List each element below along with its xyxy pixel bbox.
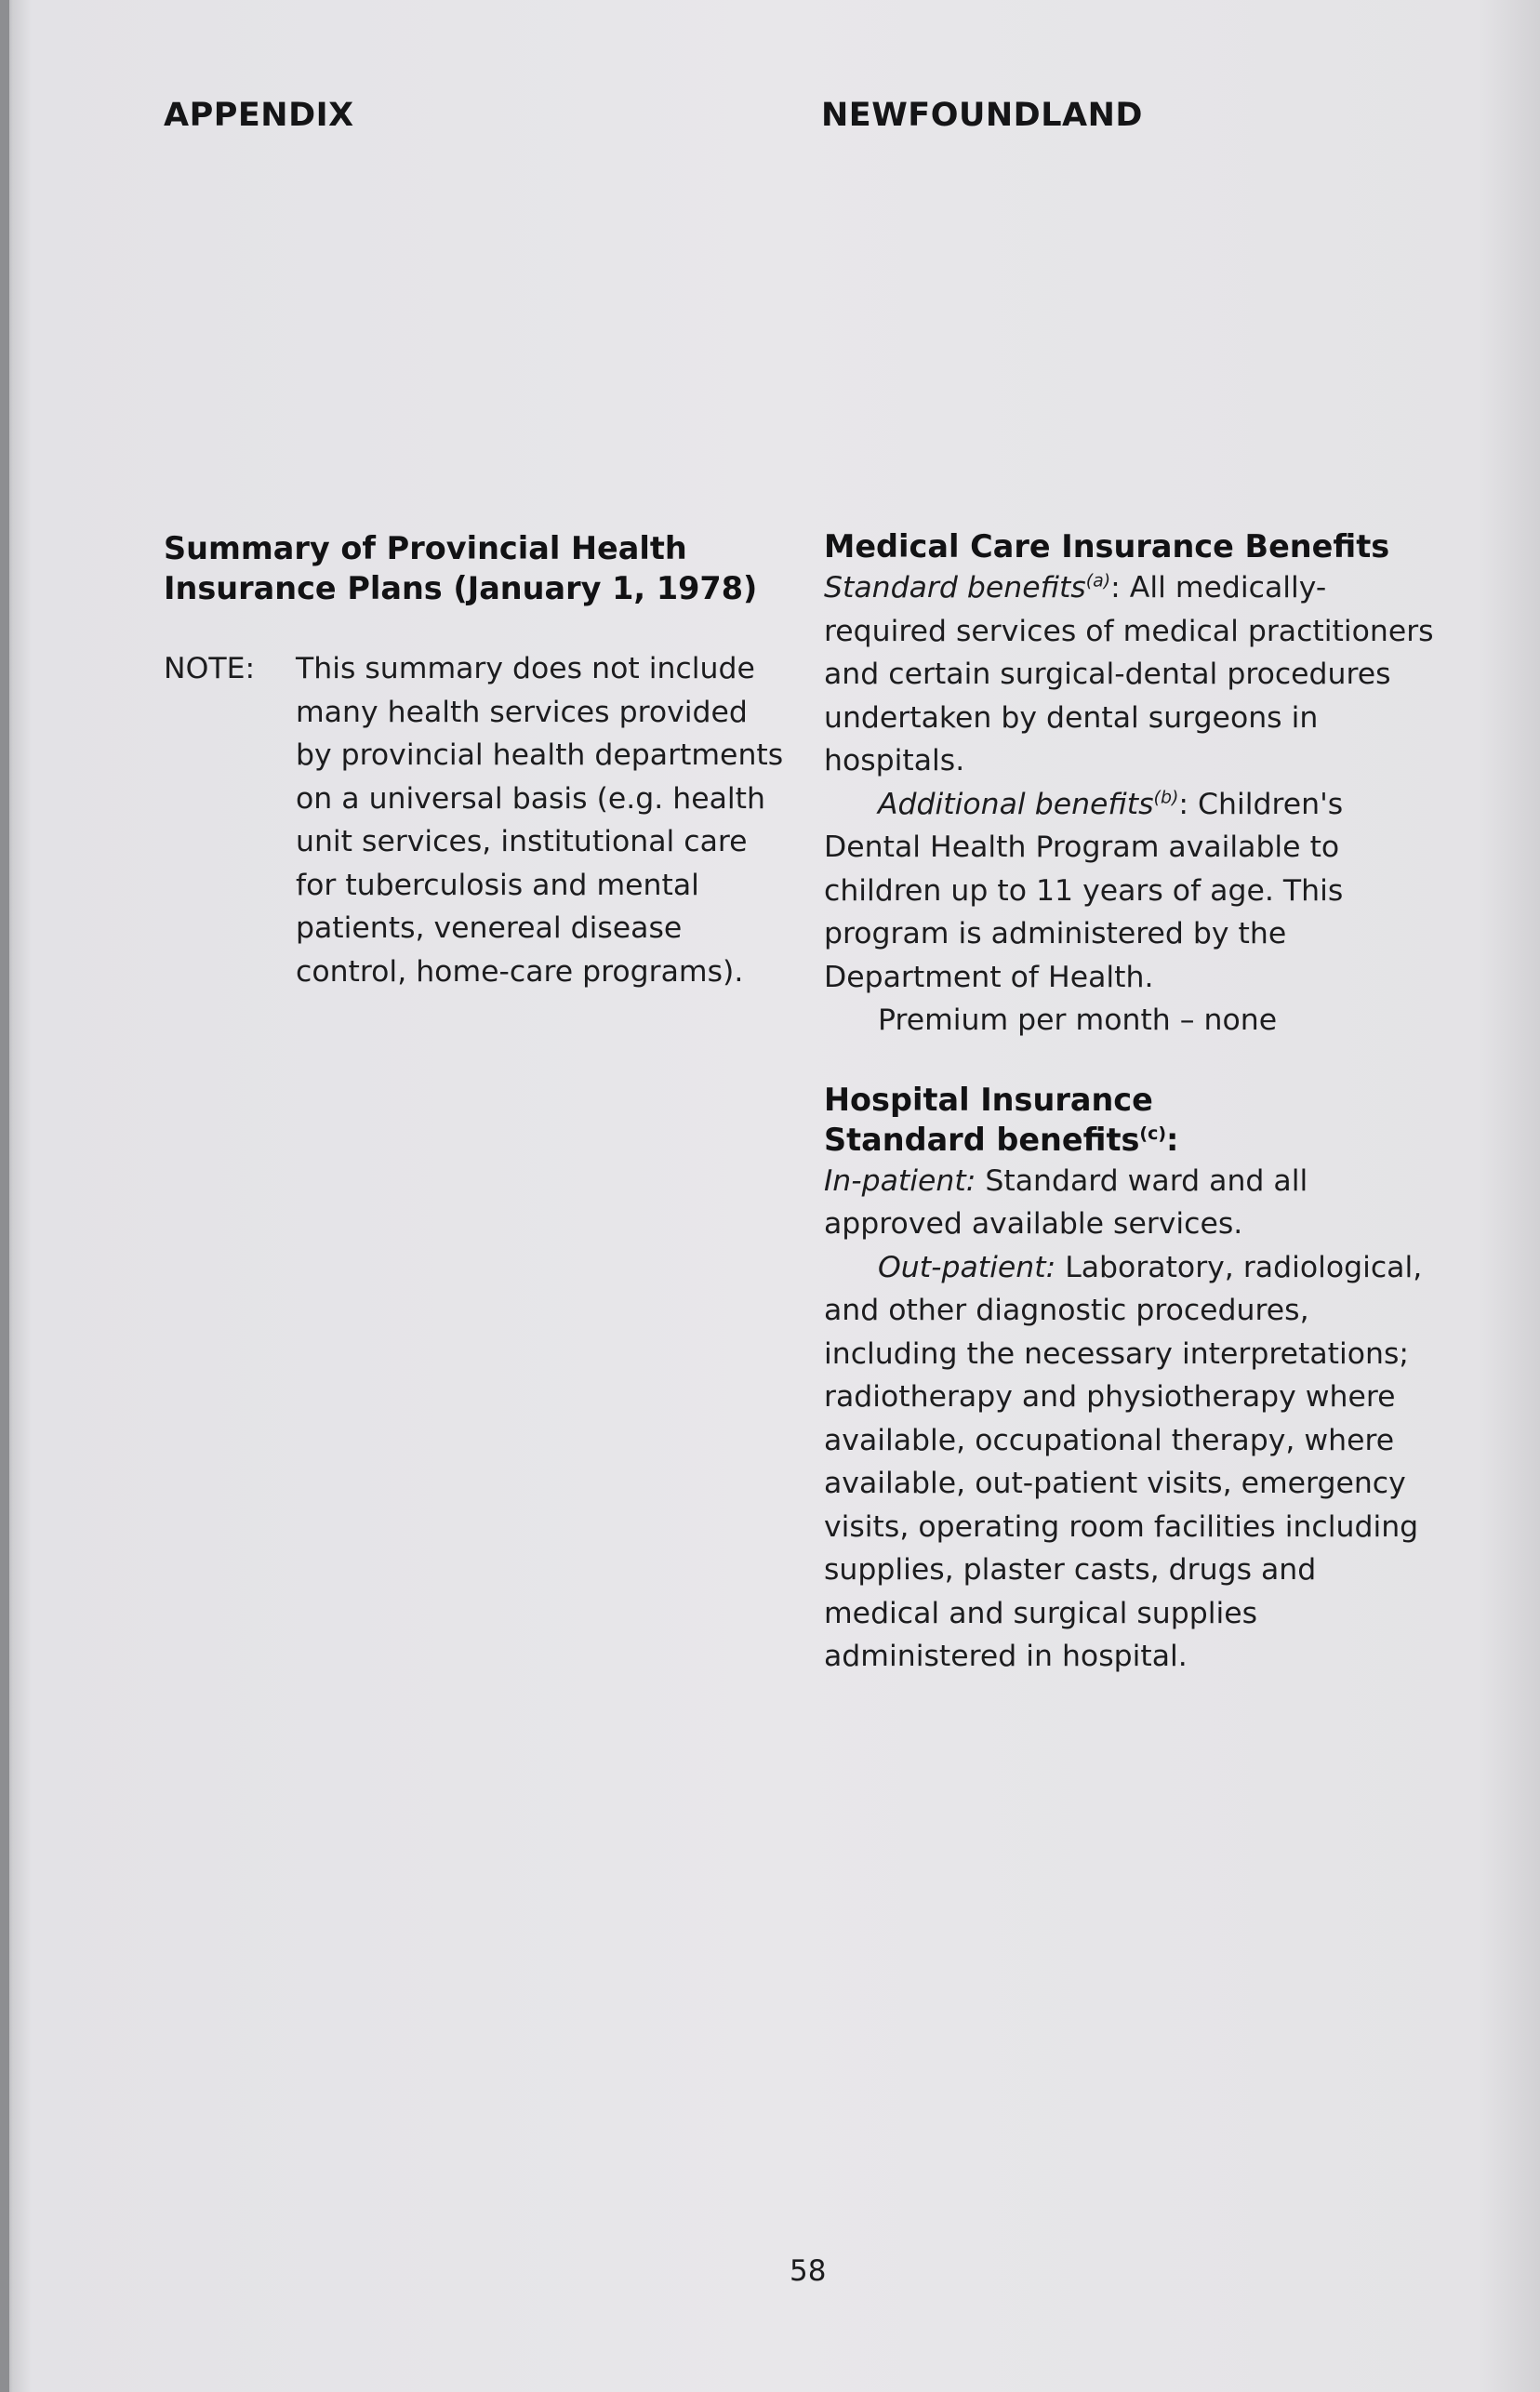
footnote-marker-c: (c) (1139, 1123, 1167, 1144)
note-block (164, 647, 789, 993)
note-text: This summary does not include many health services provided by provincial health departments on a universal basis (e.g. health unit services, institutional care for tuberculosis and mental patients, venereal disease control, home-care programs). (296, 652, 784, 989)
footnote-marker-b: (b) (1153, 787, 1179, 807)
additional-benefits-text: : Children's Dental Health Program available to children up to 11 years of age. This program is administered by the Department of Health. (824, 787, 1344, 994)
hospital-heading-colon: : (1166, 1121, 1179, 1158)
outpatient-paragraph (824, 1246, 1438, 1679)
hospital-insurance-heading (824, 1080, 1438, 1160)
standard-benefits-label: Standard benefits (824, 571, 1086, 605)
running-head-right: NEWFOUNDLAND (821, 97, 1143, 134)
footnote-marker-a: (a) (1085, 570, 1111, 591)
inpatient-paragraph (824, 1160, 1438, 1246)
inpatient-text: Standard ward and all approved available services. (824, 1163, 1308, 1241)
running-head-left: APPENDIX (164, 97, 354, 134)
outpatient-label: Out-patient: (878, 1250, 1056, 1284)
note-label: NOTE: (164, 652, 256, 685)
outpatient-text: Laboratory, radiological, and other diagnostic procedures, including the necessary interpretations; radiotherapy and physiotherapy where available, occupational therapy, where available, out-patient visits, emergency visits, operating room facilities including supplies, plaster casts, drugs and medical and surgical supplies administered in hospital. (824, 1250, 1423, 1673)
hospital-heading-line1: Hospital Insurance (824, 1081, 1153, 1118)
additional-benefits-label: Additional benefits (878, 787, 1154, 821)
page-number: 58 (790, 2254, 827, 2288)
additional-benefits-paragraph (824, 783, 1438, 1000)
inpatient-label: In-patient: (824, 1163, 976, 1198)
page-edge-shadow (0, 0, 9, 2392)
standard-benefits-paragraph (824, 566, 1438, 783)
standard-benefits-text: : All medically-required services of medical practitioners and certain surgical-dental procedures undertaken by dental surgeons in hospitals. (824, 571, 1434, 777)
hospital-heading-line2: Standard benefits (824, 1121, 1140, 1158)
left-column (164, 528, 789, 993)
premium-line: Premium per month – none (878, 1003, 1278, 1037)
medical-care-heading: Medical Care Insurance Benefits (824, 528, 1390, 565)
summary-heading: Summary of Provincial Health Insurance Plans (January 1, 1978) (164, 530, 758, 606)
right-column (824, 526, 1438, 1679)
